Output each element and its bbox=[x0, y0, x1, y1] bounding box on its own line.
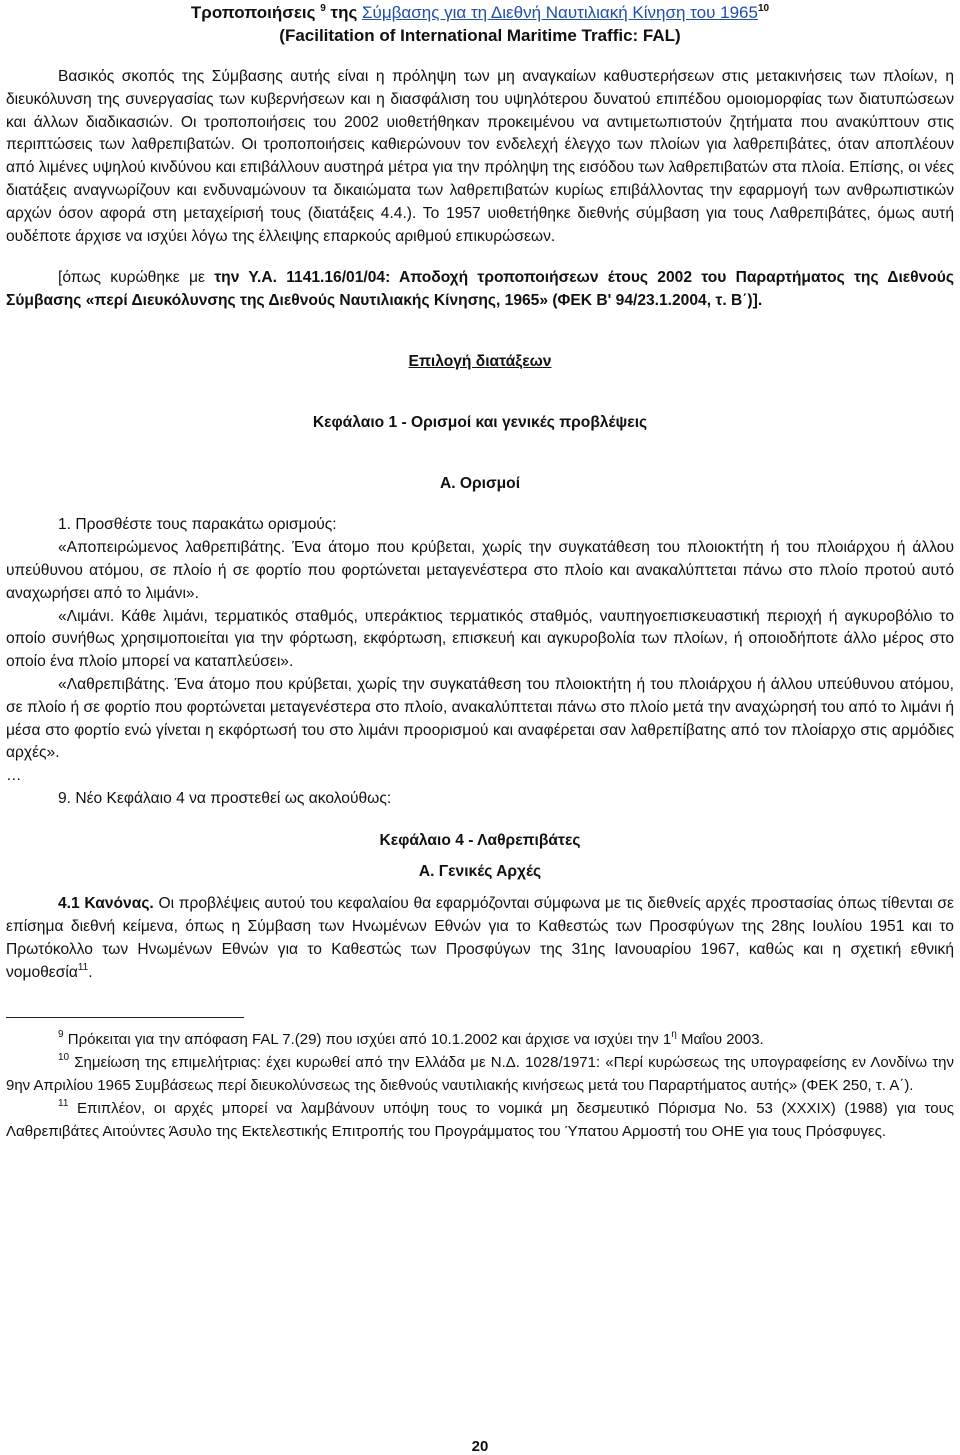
ratification-prefix: [όπως κυρώθηκε με bbox=[58, 269, 215, 287]
page-header-title bbox=[6, 2, 954, 24]
section-definitions-heading: Α. Ορισμοί bbox=[439, 474, 521, 492]
convention-link[interactable]: Σύμβασης για τη Διεθνή Ναυτιλιακή Κίνηση του 1965 bbox=[362, 3, 758, 22]
definition-stowaway: «Λαθρεπιβάτης. Ένα άτομο που κρύβεται, χωρίς την συγκατάθεση του πλοιοκτήτη ή του πλοιάρχου ή άλλου υπεύθυνου ατόμου, σε πλοίο ή σε φορτίο που φορτώνεται μεταγενέστερα στο πλοίο, ανακαλύπτεται πάνω στο πλοίο μετά την αναχώρησή του από το λιμάνι ή μέσα στο φορτίο ενώ γίνεται η εκφόρτωσή του στο λιμάνι προορισμού και αναφέρεται σαν λαθρεπίβατης από τον πλοίαρχο στις αρμόδιες αρχές». bbox=[6, 675, 954, 762]
selection-heading: Επιλογή διατάξεων bbox=[408, 352, 552, 370]
item-9: 9. Νέο Κεφάλαιο 4 να προστεθεί ως ακολούθως: bbox=[58, 789, 392, 807]
header-prefix: Τροποποιήσεις bbox=[190, 3, 316, 22]
footnote-ref-11[interactable]: 11 bbox=[77, 961, 89, 973]
rule-4-1: 4.1 Κανόνας. Οι προβλέψεις αυτού του κεφαλαίου θα εφαρμόζονται σύμφωνα με τις διεθνείς αρχές προστασίας όπως τίθενται σε επίσημα διεθνή κείμενα, όπως η Σύμβαση των Ηνωμένων Εθνών για το Καθεστώς των Προσφύγων της 28ης Ιουλίου 1951 και το Πρωτόκολλο των Ηνωμένων Εθνών για το Καθεστώς των Προσφύγων της 31ης Ιανουαρίου 1967, καθώς και η σχετική εθνική νομοθεσία$^{11}$. bbox=[6, 895, 954, 981]
ratification-act: την Υ.Α. 1141.16/01/04: Αποδοχή τροποποιήσεων έτους 2002 του Παραρτήματος της Διεθνούς Σύμβασης «περί Διευκόλυνσης της Διεθνούς Ναυτιλιακής Κίνησης, 1965» (ΦΕΚ Β' 94/23.1.2004, τ. Β΄)]. bbox=[6, 269, 954, 310]
footnote-ref-10[interactable]: 10 bbox=[757, 3, 770, 14]
document-body bbox=[6, 66, 954, 1143]
footnote-9: $^9$ Πρόκειται για την απόφαση FAL 7.(29) που ισχύει από 10.1.2002 και άρχισε να ισχύει την $1^\eta$ Μαΐου 2003. bbox=[58, 1028, 764, 1048]
page-number: 20 bbox=[471, 1438, 489, 1455]
footnote-11: $^{11}$ Επιπλέον, οι αρχές μπορεί να λαμβάνουν υπόψη τους το νομικά μη δεσμευτικό Πόρισμα No. 53 (XXXIX) (1988) για τους Λαθρεπιβάτες Αιτούντες Άσυλο της Εκτελεστικής Επιτροπής του Προγράμματος του Ύπατου Αρμοστή του ΟΗΕ για τους Πρόσφυγες. bbox=[6, 1097, 955, 1140]
page-header-subtitle: (Facilitation of International Maritime Traffic: FAL) bbox=[279, 26, 681, 45]
chapter-1-heading: Κεφάλαιο 1 - Ορισμοί και γενικές προβλέψεις bbox=[312, 413, 648, 431]
ellipsis: … bbox=[6, 767, 22, 785]
definition-attempted-stowaway: «Αποπειρώμενος λαθρεπιβάτης. Ένα άτομο που κρύβεται, χωρίς την συγκατάθεση του πλοιοκτήτη ή του πλοιάρχου ή άλλου υπεύθυνου ατόμου, σε πλοίο ή σε φορτίο που φορτώνεται μεταγενέστερα στο πλοίο και ανακαλύπτεται πάνω στο πλοίο προτού αυτό αναχωρήσει από το λιμάνι». bbox=[6, 539, 954, 602]
item-1: 1. Προσθέστε τους παρακάτω ορισμούς: bbox=[58, 516, 337, 534]
chapter-4-heading: Κεφάλαιο 4 - Λαθρεπιβάτες bbox=[379, 831, 581, 849]
section-general-heading: Α. Γενικές Αρχές bbox=[418, 862, 542, 880]
intro-paragraph: Βασικός σκοπός της Σύμβασης αυτής είναι η πρόληψη των μη αναγκαίων καθυστερήσεων στις μετακινήσεις των πλοίων, η διευκόλυνση της συνεργασίας των κυβερνήσεων και η διασφάλιση του υψηλότερου δυνατού επιπέδου ομοιομορφίας των διατυπώσεων και άλλων διαδικασιών. Οι τροποποιήσεις του 2002 υιοθετήθηκαν προκειμένου να αντιμετωπιστούν ζητήματα που ανακύπτουν στις περιπτώσεις των λαθρεπιβατών. Οι τροποποιήσεις καθιερώνουν τον ενδελεχή έλεγχο των πλοίων για λαθρεπιβάτες, όταν αποπλέουν από λιμένες υψηλού κινδύνου και επιβάλλουν αυστηρά μέτρα για την πρόληψη της εισόδου των λαθρεπιβατών στα πλοία. Επίσης, οι νέες διατάξεις αναγνωρίζουν και ενδυναμώνουν τα δικαιώματα των λαθρεπιβατών κυρίως επιβάλλοντας την εφαρμογή των ανθρωπιστικών αρχών όσον αφορά στη μεταχείρισή τους (διατάξεις 4.4.). Το 1957 υιοθετήθηκε διεθνής σύμβαση για τους Λαθρεπιβάτες, όμως αυτή ουδέποτε άρχισε να ισχύει λόγω της έλλειψης επαρκούς αριθμού επικυρώσεων. bbox=[6, 68, 954, 245]
ratification-paragraph bbox=[6, 267, 954, 313]
footnote-10: $^{10}$ Σημείωση της επιμελήτριας: έχει κυρωθεί από την Ελλάδα με Ν.Δ. 1028/1971: «Περί κυρώσεως της υπογραφείσης εν Λονδίνω την 9ην Απριλίου 1965 Συμβάσεως περί διευκολύνσεως της διεθνούς ναυτιλιακής κινήσεως μετά του Παραρτήματος αυτής» (ΦΕΚ 250, τ. Α΄). bbox=[6, 1051, 954, 1094]
rule-text: Οι προβλέψεις αυτού του κεφαλαίου θα εφαρμόζονται σύμφωνα με τις διεθνείς αρχές προστασίας όπως τίθενται σε επίσημα διεθνή κείμενα, όπως η Σύμβαση των Ηνωμένων Εθνών για το Καθεστώς των Προσφύγων της 28ης Ιουλίου 1951 και το Πρωτόκολλο των Ηνωμένων Εθνών για το Καθεστώς των Προσφύγων της 31ης Ιανουαρίου 1967, καθώς και η σχετική εθνική νομοθεσία bbox=[6, 895, 954, 981]
footnote-separator bbox=[6, 1017, 244, 1018]
definition-port: «Λιμάνι. Κάθε λιμάνι, τερματικός σταθμός, υπεράκτιος τερματικός σταθμός, ναυπηγοεπισκευαστική περιοχή ή αγκυροβόλιο το οποίο συνήθως χρησιμοποιείται για την φόρτωση, εκφόρτωση, επισκευή και αγκυροβολία των πλοίων, ή οποιοδήποτε άλλο μέρος στο οποίο ένα πλοίο μπορεί να καταπλεύσει». bbox=[6, 607, 954, 671]
rule-label: 4.1 Κανόνας. bbox=[58, 895, 154, 913]
header-of: της bbox=[325, 3, 363, 22]
footnote-ref-9[interactable]: 9 bbox=[320, 3, 326, 14]
